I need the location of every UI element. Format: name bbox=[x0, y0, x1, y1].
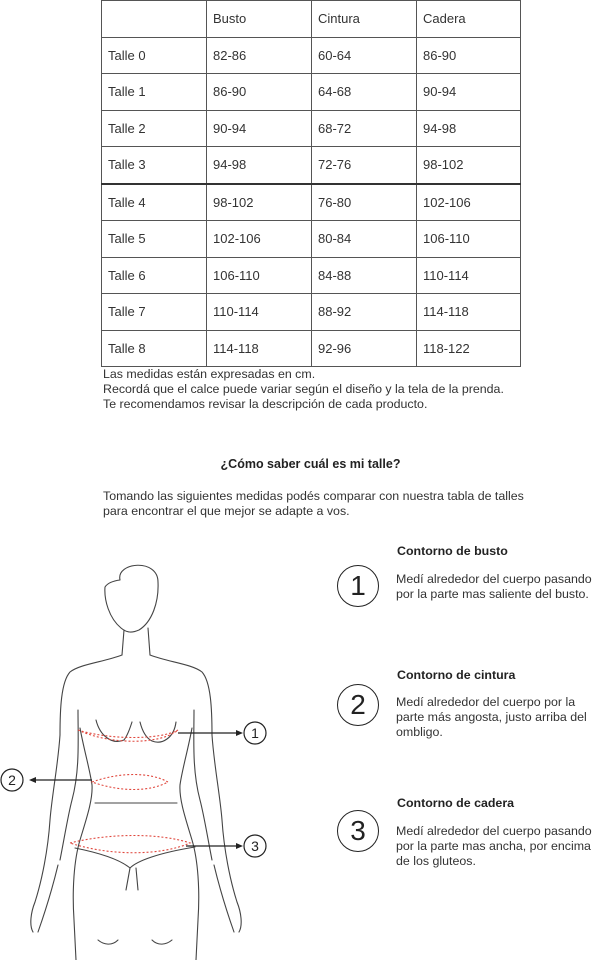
bust-cups bbox=[96, 720, 176, 742]
hip-description: Medí alrededor del cuerpo pasando por la parte mas ancha, por encima de los gluteos. bbox=[396, 824, 592, 868]
table-header-cell bbox=[102, 1, 207, 38]
table-cell: 94-98 bbox=[417, 110, 521, 147]
hip-title: Contorno de cadera bbox=[397, 796, 515, 810]
table-cell: 98-102 bbox=[417, 147, 521, 184]
size-table bbox=[101, 0, 521, 367]
table-cell: 72-76 bbox=[312, 147, 417, 184]
bust-description: Medí alrededor del cuerpo pasando por la parte mas saliente del busto. bbox=[396, 572, 592, 601]
table-cell: 86-90 bbox=[207, 74, 312, 111]
table-cell: Talle 1 bbox=[102, 74, 207, 111]
table-cell: Talle 8 bbox=[102, 330, 207, 367]
table-cell: Talle 6 bbox=[102, 257, 207, 294]
table-cell: 90-94 bbox=[417, 74, 521, 111]
hip-number-circle: 3 bbox=[337, 810, 379, 852]
waist-arrowhead bbox=[29, 777, 36, 783]
bust-number-circle: 1 bbox=[337, 565, 379, 607]
table-cell: Talle 0 bbox=[102, 37, 207, 74]
table-cell: 94-98 bbox=[207, 147, 312, 184]
table-cell: 82-86 bbox=[207, 37, 312, 74]
note-line: Las medidas están expresadas en cm. bbox=[103, 367, 316, 381]
briefs-legs bbox=[75, 847, 195, 868]
table-header-cell: Cintura bbox=[312, 1, 417, 38]
table-cell: 114-118 bbox=[417, 294, 521, 331]
table-cell: Talle 3 bbox=[102, 147, 207, 184]
left-arm-outline bbox=[31, 655, 122, 932]
waist-number-circle: 2 bbox=[337, 684, 379, 726]
table-cell: 84-88 bbox=[312, 257, 417, 294]
table-cell: 102-106 bbox=[417, 184, 521, 221]
waist-marker-label: 2 bbox=[8, 772, 16, 788]
table-row bbox=[102, 110, 521, 147]
table-cell: 92-96 bbox=[312, 330, 417, 367]
table-row bbox=[102, 74, 521, 111]
table-cell: Talle 2 bbox=[102, 110, 207, 147]
torso-left-side bbox=[73, 728, 92, 960]
left-inner-arm bbox=[60, 710, 78, 860]
table-cell: 90-94 bbox=[207, 110, 312, 147]
table-cell: Talle 4 bbox=[102, 184, 207, 221]
table-cell: 60-64 bbox=[312, 37, 417, 74]
table-cell: Talle 7 bbox=[102, 294, 207, 331]
table-row bbox=[102, 221, 521, 258]
table-cell: 118-122 bbox=[417, 330, 521, 367]
table-row bbox=[102, 184, 521, 221]
table-cell: 110-114 bbox=[417, 257, 521, 294]
bust-title: Contorno de busto bbox=[397, 544, 508, 558]
head-outline bbox=[105, 565, 158, 632]
table-row bbox=[102, 37, 521, 74]
table-cell: 86-90 bbox=[417, 37, 521, 74]
right-arm-outline bbox=[150, 655, 241, 932]
waist-measure-line bbox=[92, 775, 168, 790]
table-cell: 102-106 bbox=[207, 221, 312, 258]
table-cell: 88-92 bbox=[312, 294, 417, 331]
knee-right bbox=[152, 940, 172, 944]
waist-title: Contorno de cintura bbox=[397, 668, 516, 682]
table-cell: 98-102 bbox=[207, 184, 312, 221]
body-figure-illustration bbox=[0, 560, 300, 960]
table-header-row bbox=[102, 1, 521, 38]
table-cell: 110-114 bbox=[207, 294, 312, 331]
table-cell: 80-84 bbox=[312, 221, 417, 258]
table-row bbox=[102, 330, 521, 367]
bust-arrowhead bbox=[236, 730, 243, 736]
table-cell: 106-110 bbox=[207, 257, 312, 294]
table-row bbox=[102, 294, 521, 331]
table-cell: 76-80 bbox=[312, 184, 417, 221]
hip-marker-label: 3 bbox=[251, 838, 259, 854]
size-notes bbox=[103, 367, 504, 412]
waist-description: Medí alrededor del cuerpo por la parte más angosta, justo arriba del ombligo. bbox=[396, 695, 587, 739]
hip-arrowhead bbox=[236, 843, 243, 849]
knee-left bbox=[98, 940, 118, 944]
neck-outline bbox=[122, 628, 150, 655]
torso-right-side bbox=[180, 728, 199, 960]
table-cell: 106-110 bbox=[417, 221, 521, 258]
table-cell: Talle 5 bbox=[102, 221, 207, 258]
table-cell: 68-72 bbox=[312, 110, 417, 147]
hip-measure-line bbox=[70, 836, 190, 853]
table-row bbox=[102, 257, 521, 294]
bust-marker-label: 1 bbox=[251, 725, 259, 741]
guide-heading: ¿Cómo saber cuál es mi talle? bbox=[220, 457, 401, 471]
table-row bbox=[102, 147, 521, 184]
table-cell: 64-68 bbox=[312, 74, 417, 111]
leg-gap bbox=[126, 868, 138, 890]
guide-intro: Tomando las siguientes medidas podés comparar con nuestra tabla de talles para encontrar el que mejor se adapte a vos. bbox=[103, 489, 524, 518]
note-line: Recordá que el calce puede variar según el diseño y la tela de la prenda. bbox=[103, 382, 504, 396]
note-line: Te recomendamos revisar la descripción de cada producto. bbox=[103, 397, 428, 411]
table-header-cell: Cadera bbox=[417, 1, 521, 38]
table-cell: 114-118 bbox=[207, 330, 312, 367]
table-header-cell: Busto bbox=[207, 1, 312, 38]
